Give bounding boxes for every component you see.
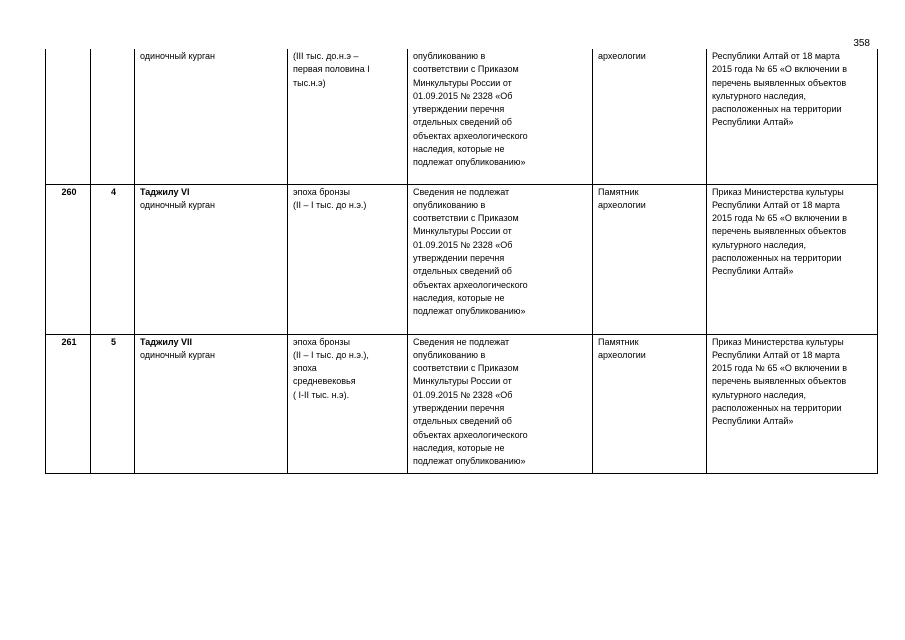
object-type: одиночный курган — [140, 349, 216, 360]
heritage-registry-table — [45, 49, 878, 474]
location-cell: Сведения не подлежат опубликованию в соответствии с Приказом Минкультуры России от 01.09.2015 № 2328 «Об утверждении перечня отдельных сведений об объектах археологического наследия, которые не подлежат опубликованию» — [408, 334, 593, 473]
document-cell: Приказ Министерства культуры Республики Алтай от 18 марта 2015 года № 65 «О включении в перечень выявленных объектов культурного наследия, расположенных на территории Республики Алтай» — [707, 334, 878, 473]
category-cell: Памятник археологии — [593, 184, 707, 334]
page-number: 358 — [853, 38, 870, 49]
object-name-cell — [135, 184, 288, 334]
object-name: Таджилу VI — [140, 186, 190, 197]
location-cell: Сведения не подлежат опубликованию в соответствии с Приказом Минкультуры России от 01.09.2015 № 2328 «Об утверждении перечня отдельных сведений об объектах археологического наследия, которые не подлежат опубликованию» — [408, 184, 593, 334]
table-row — [46, 334, 878, 473]
dating-cell: (III тыс. до.н.э – первая половина I тыс.н.э) — [288, 49, 408, 184]
location-cell: опубликованию в соответствии с Приказом Минкультуры России от 01.09.2015 № 2328 «Об утверждении перечня отдельных сведений об объектах археологического наследия, которые не подлежат опубликованию» — [408, 49, 593, 184]
row-number-cell — [46, 49, 91, 184]
row-number-cell: 261 — [46, 334, 91, 473]
dating-cell: эпоха бронзы (II – I тыс. до н.э.) — [288, 184, 408, 334]
row-subnumber-cell: 4 — [91, 184, 135, 334]
dating-cell: эпоха бронзы (II – I тыс. до н.э.), эпоха средневековья ( I-II тыс. н.э). — [288, 334, 408, 473]
object-type: одиночный курган — [140, 51, 216, 61]
document-cell: Республики Алтай от 18 марта 2015 года № 65 «О включении в перечень выявленных объектов культурного наследия, расположенных на территории Республики Алтай» — [707, 49, 878, 184]
document-cell: Приказ Министерства культуры Республики Алтай от 18 марта 2015 года № 65 «О включении в перечень выявленных объектов культурного наследия, расположенных на территории Республики Алтай» — [707, 184, 878, 334]
object-type: одиночный курган — [140, 199, 216, 210]
category-cell: Памятник археологии — [593, 334, 707, 473]
row-subnumber-cell — [91, 49, 135, 184]
category-cell: археологии — [593, 49, 707, 184]
table-row — [46, 184, 878, 334]
table-row — [46, 49, 878, 184]
row-number-cell: 260 — [46, 184, 91, 334]
object-name-cell — [135, 49, 288, 184]
object-name-cell — [135, 334, 288, 473]
object-name: Таджилу VII — [140, 336, 193, 347]
row-subnumber-cell: 5 — [91, 334, 135, 473]
